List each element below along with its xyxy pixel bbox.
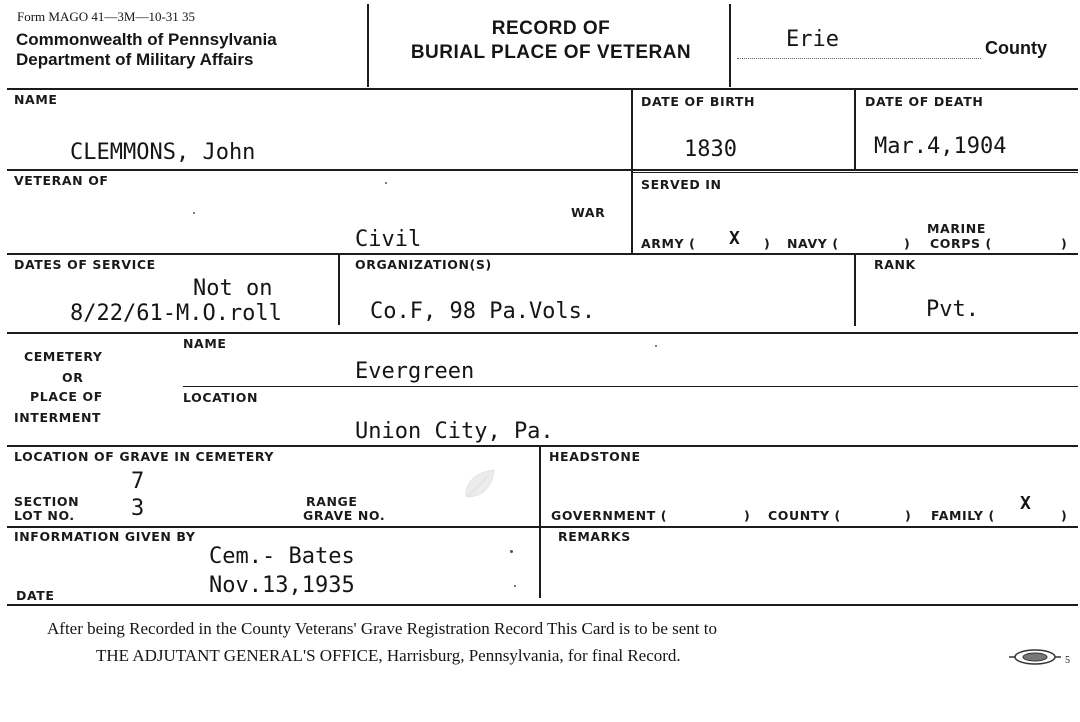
organization-value: Co.F, 98 Pa.Vols. — [370, 299, 596, 324]
cemetery-label-1: CEMETERY — [24, 349, 103, 364]
death-value: Mar.4,1904 — [874, 134, 1007, 159]
grave-location-label: LOCATION OF GRAVE IN CEMETERY — [14, 449, 275, 464]
union-label-icon — [1007, 647, 1069, 667]
headstone-county-close: ) — [905, 508, 912, 523]
organization-label: ORGANIZATION(S) — [355, 257, 492, 272]
marine-label: MARINE — [927, 221, 986, 236]
army-label: ARMY ( — [641, 236, 696, 251]
cemetery-location-label: LOCATION — [183, 390, 259, 405]
cemetery-location-value: Union City, Pa. — [355, 419, 554, 444]
county-label: County — [985, 38, 1047, 58]
header-divider-2 — [729, 4, 731, 87]
rank-label: RANK — [874, 257, 916, 272]
rank-value: Pvt. — [926, 297, 979, 322]
service-line-1: Not on — [193, 276, 273, 301]
lot-label: LOT NO. — [14, 508, 75, 523]
served-in-rule — [632, 172, 1078, 173]
form-number: Form MAGO 41—3M—10-31 35 — [17, 9, 196, 24]
veteran-of-label: VETERAN OF — [14, 173, 109, 188]
death-label: DATE OF DEATH — [865, 94, 984, 109]
service-line-2: 8/22/61-M.O.roll — [70, 301, 282, 326]
cemetery-name-label: NAME — [183, 336, 227, 351]
rule-6 — [7, 526, 1078, 528]
cemetery-label-4: INTERMENT — [14, 410, 102, 425]
commonwealth-label: Commonwealth of Pennsylvania — [16, 30, 277, 49]
rule-4 — [7, 332, 1078, 334]
information-label: INFORMATION GIVEN BY — [14, 529, 196, 544]
navy-label: NAVY ( — [787, 236, 839, 251]
cemetery-label-3: PLACE OF — [30, 389, 103, 404]
rule-1 — [7, 88, 1078, 90]
information-value: Cem.- Bates — [209, 544, 355, 569]
army-close: ) — [764, 236, 771, 251]
veteran-name: CLEMMONS, John — [70, 140, 256, 165]
lot-value: 3 — [131, 496, 145, 521]
speck — [385, 182, 387, 184]
footer-line-2: THE ADJUTANT GENERAL'S OFFICE, Harrisburg, Pennsylvania, for final Record. — [96, 646, 681, 665]
headstone-county-label: COUNTY ( — [768, 508, 841, 523]
section-value: 7 — [131, 469, 145, 494]
corps-close: ) — [1061, 236, 1068, 251]
cemetery-label-2: OR — [62, 370, 84, 385]
war-label: WAR — [571, 205, 606, 220]
rule-2 — [7, 169, 1078, 171]
headstone-label: HEADSTONE — [549, 449, 641, 464]
divider-service — [338, 254, 340, 325]
rule-7 — [7, 604, 1078, 606]
divider-headstone — [539, 446, 541, 598]
grave-no-label: GRAVE NO. — [303, 508, 386, 523]
service-label: DATES OF SERVICE — [14, 257, 156, 272]
government-label: GOVERNMENT ( — [551, 508, 668, 523]
divider-birth — [631, 89, 633, 253]
war-value: Civil — [355, 227, 422, 252]
name-label: NAME — [14, 92, 58, 107]
rule-5 — [7, 445, 1078, 447]
family-mark: X — [1020, 493, 1031, 514]
rule-3 — [7, 253, 1078, 255]
date-value: Nov.13,1935 — [209, 573, 355, 598]
family-close: ) — [1061, 508, 1068, 523]
title-line-1: RECORD OF — [491, 18, 611, 39]
divider-death — [854, 89, 856, 169]
speck — [193, 212, 195, 214]
speck — [655, 345, 657, 347]
county-value: Erie — [786, 27, 839, 52]
speck — [514, 585, 516, 587]
department-label: Department of Military Affairs — [16, 50, 254, 69]
rule-cemetery-name — [183, 386, 1078, 387]
section-label: SECTION — [14, 494, 80, 509]
leaf-watermark-icon — [460, 466, 500, 502]
birth-label: DATE OF BIRTH — [641, 94, 756, 109]
government-close: ) — [744, 508, 751, 523]
county-underline — [737, 58, 981, 59]
served-in-label: SERVED IN — [641, 177, 722, 192]
navy-close: ) — [904, 236, 911, 251]
remarks-label: REMARKS — [558, 529, 631, 544]
footer-line-1: After being Recorded in the County Veterans' Grave Registration Record This Card is to be sent to — [47, 619, 718, 638]
header-divider-1 — [367, 4, 369, 87]
birth-value: 1830 — [684, 137, 737, 162]
speck — [510, 550, 513, 553]
corps-label: CORPS ( — [930, 236, 992, 251]
cemetery-name-value: Evergreen — [355, 359, 475, 384]
title-line-2: BURIAL PLACE OF VETERAN — [410, 42, 692, 63]
divider-rank — [854, 254, 856, 326]
range-label: RANGE — [306, 494, 358, 509]
union-label-number: 5 — [1065, 655, 1070, 666]
family-label: FAMILY ( — [931, 508, 995, 523]
date-label: DATE — [16, 588, 55, 603]
army-mark: X — [729, 228, 740, 249]
